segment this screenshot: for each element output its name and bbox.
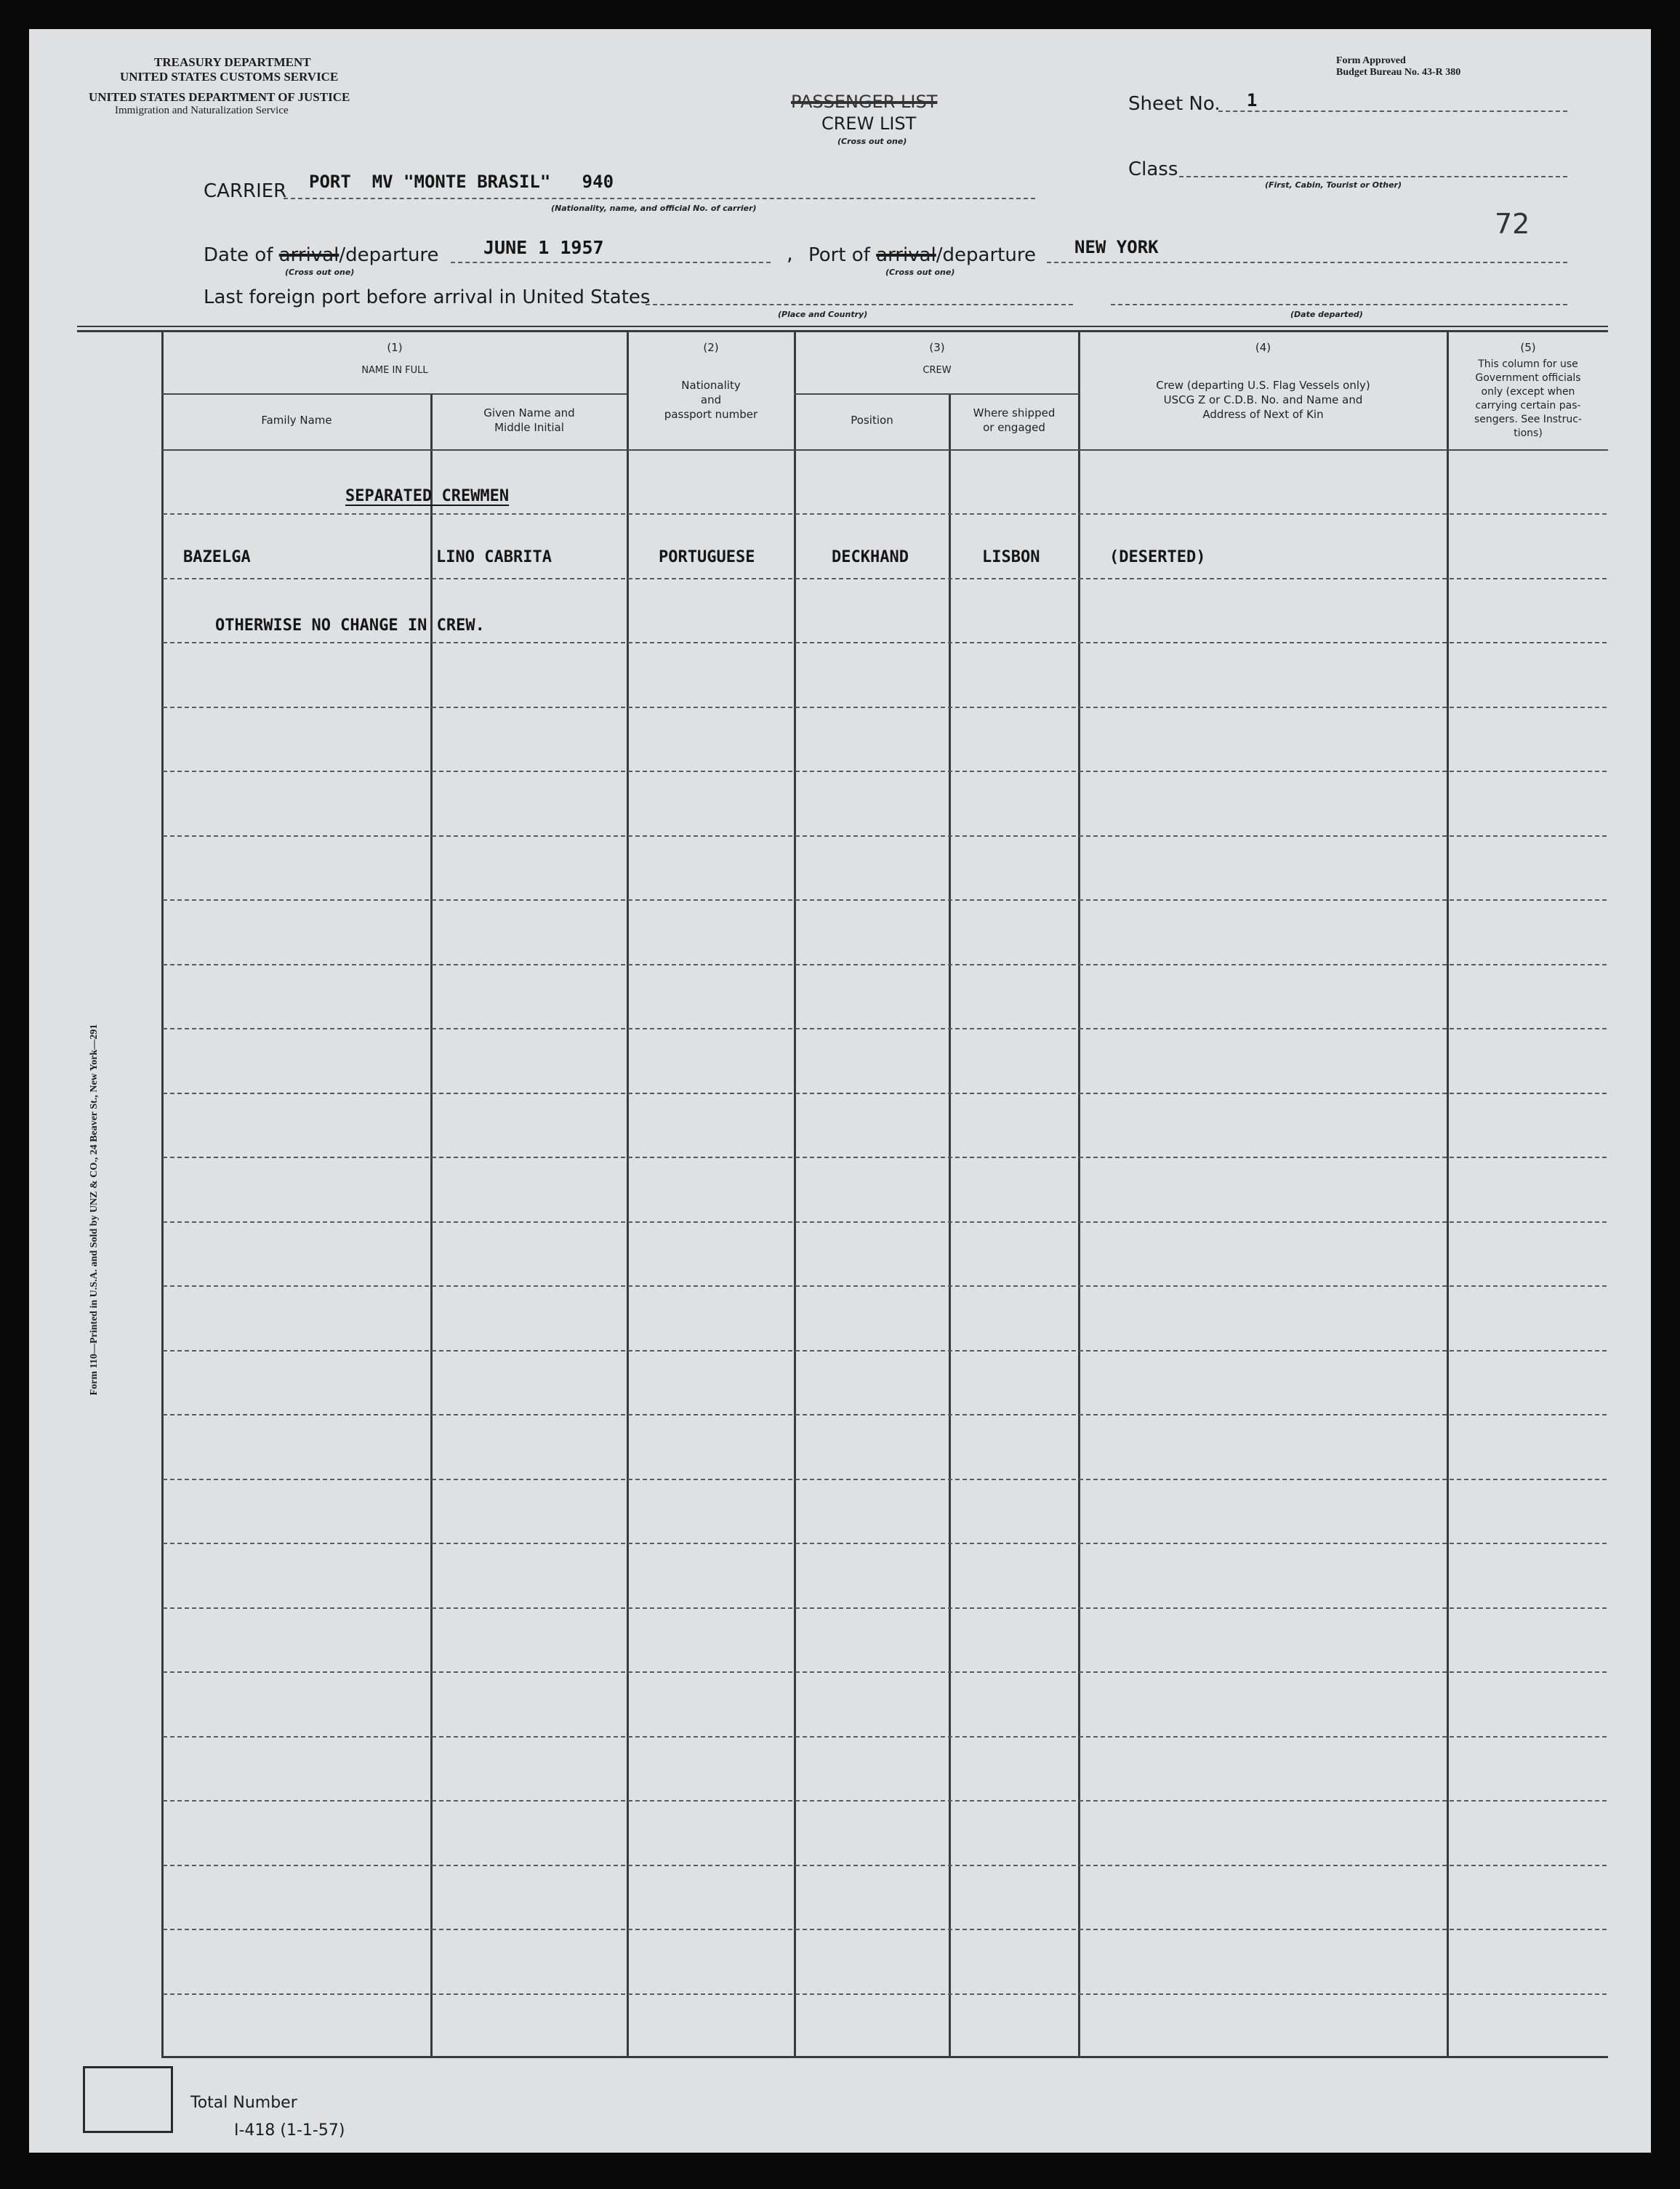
table-top-rule-1: [77, 326, 1608, 327]
carrier-label: CARRIER: [204, 180, 287, 202]
entry-note: OTHERWISE NO CHANGE IN CREW.: [215, 616, 485, 635]
table-row-line: [163, 1350, 1607, 1351]
title-cross-out-hint: (Cross out one): [837, 137, 907, 146]
date-label: Date of arrival/departure: [204, 244, 439, 266]
port-hint: (Cross out one): [885, 268, 955, 277]
agency-treasury: TREASURY DEPARTMENT: [154, 55, 311, 69]
entry-position: DECKHAND: [832, 548, 909, 566]
table-row-line: [163, 1414, 1607, 1415]
header-sub-rule-3: [794, 393, 1079, 395]
date-comma: ,: [787, 241, 793, 265]
col2-nationality: Nationality and passport number: [664, 379, 758, 421]
last-port-date-line: [1111, 304, 1567, 305]
carrier-hint: (Nationality, name, and official No. of carrier): [551, 204, 757, 213]
col1a-family-name: Family Name: [261, 414, 332, 427]
col-divider-1-2: [627, 332, 629, 2056]
form-code: I-418 (1-1-57): [234, 2121, 345, 2140]
port-line: [1047, 262, 1567, 263]
table-row-line: [163, 1157, 1607, 1158]
port-label: Port of arrival/departure: [808, 244, 1036, 266]
table-row-line: [163, 1993, 1607, 1995]
class-line: [1179, 176, 1567, 177]
table-row-line: [163, 1929, 1607, 1930]
col1-title: NAME IN FULL: [361, 365, 428, 376]
table-row-line: [163, 835, 1607, 837]
page-number: 72: [1495, 208, 1530, 240]
table-row-line: [163, 1479, 1607, 1480]
col-divider-3-4: [1078, 332, 1080, 2056]
entry-where-shipped: LISBON: [982, 548, 1040, 566]
col5-government-use: This column for use Government officials only (except when carrying certain pas- sengers. See Instruc- tions): [1474, 358, 1582, 439]
title-crew-list: CREW LIST: [821, 113, 917, 134]
entry-nationality: PORTUGUESE: [659, 548, 755, 566]
header-sub-rule-1: [161, 393, 627, 395]
table-row-line: [163, 578, 1607, 579]
table-row-line: [163, 1093, 1607, 1094]
carrier-value: PORT MV "MONTE BRASIL" 940: [309, 172, 614, 192]
side-printer-note: Form 110—Printed in U.S.A. and Sold by UNZ & CO., 24 Beaver St., New York—291: [89, 1024, 100, 1396]
table-row-line: [163, 707, 1607, 708]
col2-number: (2): [703, 341, 719, 354]
table-row-line: [163, 1671, 1607, 1673]
table-row-line: [163, 1028, 1607, 1029]
agency-justice: UNITED STATES DEPARTMENT OF JUSTICE: [89, 90, 350, 104]
table-top-rule-2: [77, 330, 1608, 332]
carrier-line: [284, 198, 1035, 199]
last-port-line: [646, 304, 1073, 305]
date-hint: (Cross out one): [285, 268, 355, 277]
class-hint: (First, Cabin, Tourist or Other): [1265, 180, 1402, 190]
col5-number: (5): [1520, 341, 1536, 354]
agency-ins: Immigration and Naturalization Service: [115, 105, 289, 116]
table-bottom-rule: [161, 2056, 1608, 2058]
date-line: [451, 262, 771, 263]
last-port-date-hint: (Date departed): [1290, 310, 1363, 319]
table-row-line: [163, 1607, 1607, 1609]
col-divider-4-5: [1447, 332, 1449, 2056]
total-number-label: Total Number: [190, 2094, 297, 2112]
table-row-line: [163, 1865, 1607, 1866]
last-port-label: Last foreign port before arrival in United States: [204, 286, 651, 308]
port-value: NEW YORK: [1074, 237, 1159, 257]
title-passenger-list: PASSENGER LIST: [791, 92, 938, 112]
col-divider-2-3: [794, 332, 796, 2056]
col3a-position: Position: [851, 414, 893, 427]
entry-crew-info: (DESERTED): [1109, 548, 1206, 566]
col3b-where-shipped: Where shipped or engaged: [973, 406, 1056, 434]
entry-family-name: BAZELGA: [183, 548, 251, 566]
agency-customs: UNITED STATES CUSTOMS SERVICE: [120, 70, 339, 84]
table-row-line: [163, 642, 1607, 643]
table-row-line: [163, 1221, 1607, 1223]
section-heading: SEPARATED CREWMEN: [345, 487, 510, 505]
col3-title: CREW: [923, 365, 952, 376]
col-left-border: [161, 332, 164, 2056]
last-port-place-hint: (Place and Country): [778, 310, 868, 319]
budget-bureau: Budget Bureau No. 43-R 380: [1336, 67, 1461, 78]
table-row-line: [163, 1543, 1607, 1544]
form-approved: Form Approved: [1336, 55, 1406, 66]
sheet-value: 1: [1247, 90, 1258, 111]
table-row-line: [163, 1285, 1607, 1287]
sheet-label: Sheet No.: [1128, 93, 1221, 115]
col1-number: (1): [387, 341, 403, 354]
col3-number: (3): [929, 341, 945, 354]
total-number-box: [83, 2066, 173, 2133]
table-row-line: [163, 771, 1607, 772]
table-row-line: [163, 899, 1607, 901]
crew-list-form: [29, 29, 1651, 2153]
table-row-line: [163, 513, 1607, 515]
date-value: JUNE 1 1957: [483, 237, 604, 258]
table-row-line: [163, 1736, 1607, 1738]
table-row-line: [163, 1800, 1607, 1802]
col4-crew-info: Crew (departing U.S. Flag Vessels only) USCG Z or C.D.B. No. and Name and Address of Next of Kin: [1156, 379, 1370, 421]
entry-given-name: LINO CABRITA: [436, 548, 552, 566]
header-bottom-rule: [161, 449, 1608, 451]
table-row-line: [163, 964, 1607, 965]
col4-number: (4): [1255, 341, 1271, 354]
sheet-line: [1218, 111, 1567, 112]
class-label: Class: [1128, 158, 1178, 180]
col1b-given-name: Given Name and Middle Initial: [483, 406, 575, 434]
